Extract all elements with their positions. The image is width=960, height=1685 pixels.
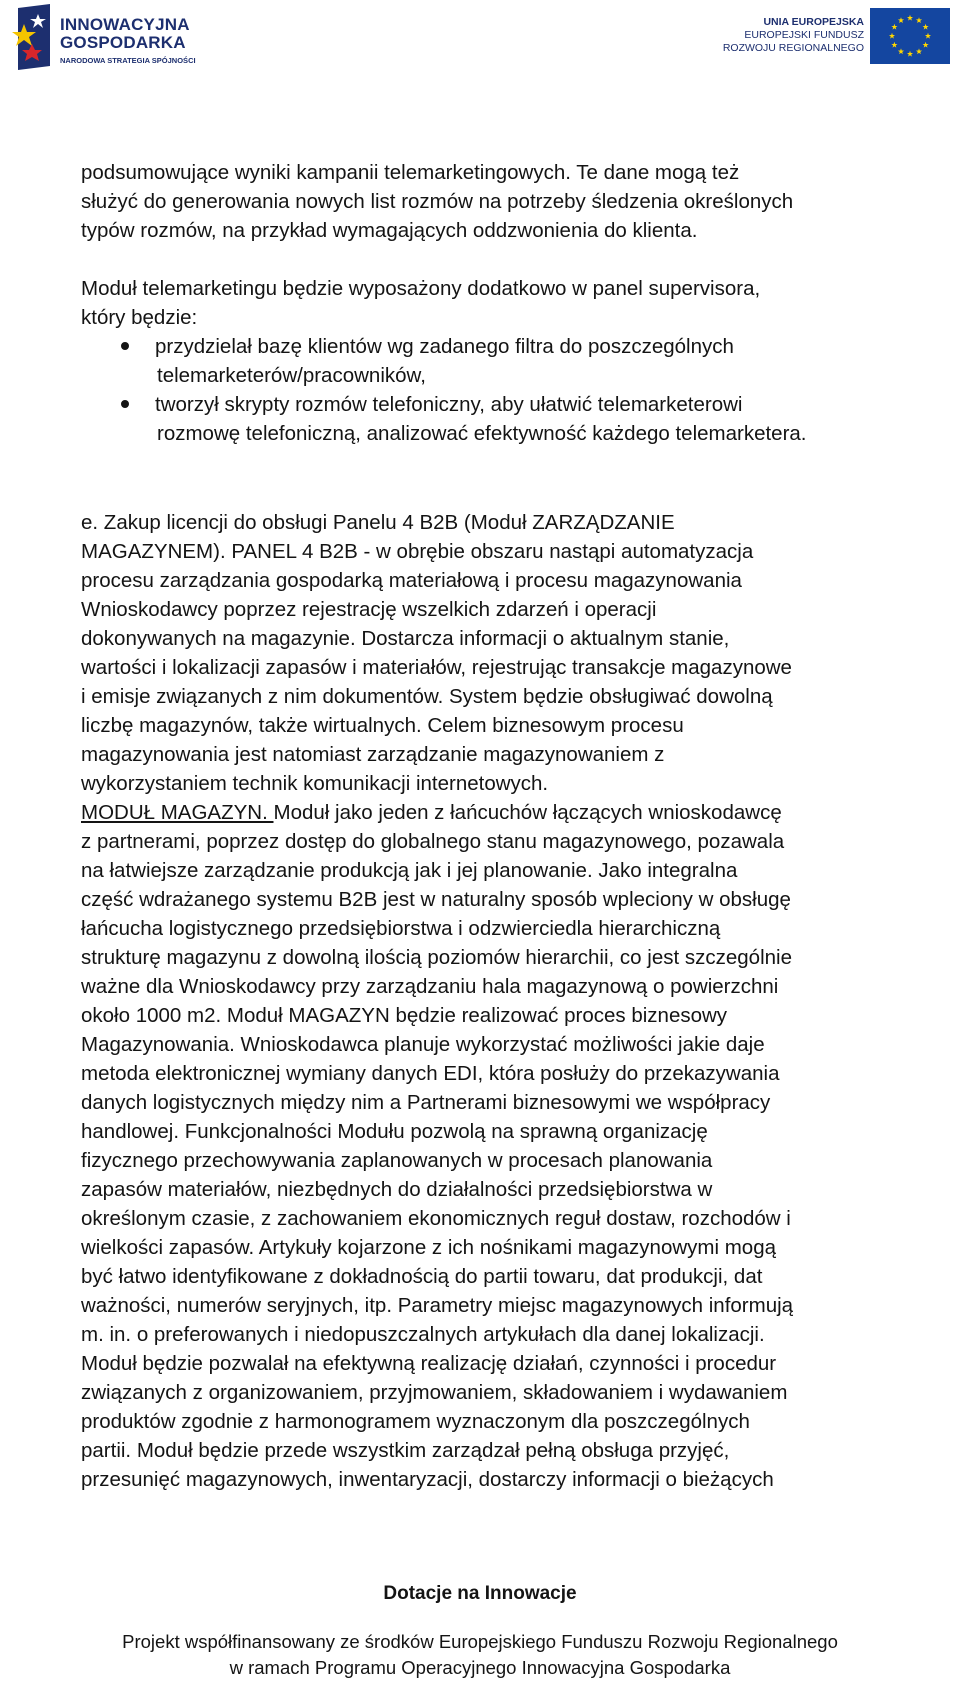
bullet-line: rozmowę telefoniczną, analizować efektywność każdego telemarketera. <box>157 422 807 445</box>
modul-magazyn-line: Moduł będzie pozwalał na efektywną realizację działań, czynności i procedur <box>81 1352 777 1375</box>
eu-logo-line-1: UNIA EUROPEJSKA <box>763 16 864 28</box>
eu-logo-line-3: ROZWOJU REGIONALNEGO <box>722 42 864 54</box>
footer-title: Dotacje na Innowacje <box>383 1583 577 1604</box>
bullet-line: tworzył skrypty rozmów telefoniczny, aby ułatwić telemarketerowi <box>155 393 743 416</box>
logo-line-1: INNOWACYJNA <box>60 15 190 34</box>
innowacyjna-gospodarka-mark-icon <box>10 4 56 70</box>
paragraph-supervisor-panel <box>81 274 960 332</box>
intro-line: służyć do generowania nowych list rozmów na potrzeby śledzenia określonych <box>81 190 794 213</box>
bullet-dot-icon <box>121 400 129 408</box>
modul-magazyn-line: łańcucha logistycznego przedsiębiorstwa i odzwierciedla hierarchiczną <box>81 917 721 940</box>
eu-flag-icon <box>870 8 950 64</box>
modul-magazyn-line <box>81 798 960 827</box>
supervisor-line: który będzie: <box>81 306 198 329</box>
modul-magazyn-first-line: Moduł jako jeden z łańcuchów łączących wnioskodawcę <box>273 801 782 824</box>
item-e-line: liczbę magazynów, także wirtualnych. Celem biznesowym procesu <box>81 714 684 737</box>
footer-line-2: w ramach Programu Operacyjnego Innowacyjna Gospodarka <box>229 1657 731 1678</box>
modul-magazyn-line: ważności, numerów seryjnych, itp. Parametry miejsc magazynowych informują <box>81 1294 794 1317</box>
modul-magazyn-line: określonym czasie, z zachowaniem ekonomicznych reguł dostaw, rozchodów i <box>81 1207 791 1230</box>
modul-magazyn-line: m. in. o preferowanych i niedopuszczalnych artykułach dla danej lokalizacji. <box>81 1323 765 1346</box>
modul-magazyn-line: około 1000 m2. Moduł MAGAZYN będzie realizować proces biznesowy <box>81 1004 728 1027</box>
logo-tagline: NARODOWA STRATEGIA SPÓJNOŚCI <box>60 56 196 65</box>
bullet-item <box>81 332 960 390</box>
modul-magazyn-line: na łatwiejsze zarządzanie produkcją jak i jej planowanie. Jako integralna <box>81 859 738 882</box>
modul-magazyn-line: być łatwo identyfikowane z dokładnością do partii towaru, dat produkcji, dat <box>81 1265 763 1288</box>
item-e-line: dokonywanych na magazynie. Dostarcza informacji o aktualnym stanie, <box>81 627 730 650</box>
eu-logo <box>720 8 950 64</box>
modul-magazyn-line: zapasów materiałów, niezbędnych do działalności przedsiębiorstwa w <box>81 1178 713 1201</box>
logo-line-2: GOSPODARKA <box>60 33 186 52</box>
modul-magazyn-line: część wdrażanego systemu B2B jest w naturalny sposób wpleciony w obsługę <box>81 888 791 911</box>
logo-wordmark <box>60 16 190 52</box>
paragraph-modul-magazyn <box>81 827 960 1494</box>
modul-magazyn-line: metoda elektronicznej wymiany danych EDI, która posłuży do przekazywania <box>81 1062 780 1085</box>
paragraph-intro <box>81 158 960 245</box>
modul-magazyn-line: ważne dla Wnioskodawcy przy zarządzaniu hala magazynową o powierzchni <box>81 975 779 998</box>
modul-magazyn-line: danych logistycznych między nim a Partnerami biznesowymi we współpracy <box>81 1091 771 1114</box>
modul-magazyn-line: produktów zgodnie z harmonogramem wyznaczonym dla poszczególnych <box>81 1410 750 1433</box>
intro-line: typów rozmów, na przykład wymagających oddzwonienia do klienta. <box>81 219 698 242</box>
eu-logo-text <box>723 16 864 55</box>
item-e-line: procesu zarządzania gospodarką materiałową i procesu magazynowania <box>81 569 742 592</box>
modul-magazyn-line: handlowej. Funkcjonalności Modułu pozwolą na sprawną organizację <box>81 1120 708 1143</box>
item-e-line: i emisje związanych z nim dokumentów. System będzie obsługiwać dowolną <box>81 685 773 708</box>
item-e-line: magazynowania jest natomiast zarządzanie magazynowaniem z <box>81 743 665 766</box>
supervisor-line: Moduł telemarketingu będzie wyposażony dodatkowo w panel supervisora, <box>81 277 761 300</box>
modul-magazyn-line: z partnerami, poprzez dostęp do globalnego stanu magazynowego, pozawala <box>81 830 785 853</box>
paragraph-item-e <box>81 508 960 798</box>
item-e-line: wartości i lokalizacji zapasów i materiałów, rejestrując transakcje magazynowe <box>81 656 792 679</box>
innowacyjna-gospodarka-logo <box>10 4 210 70</box>
bullet-item <box>81 390 960 448</box>
modul-magazyn-line: przesunięć magazynowych, inwentaryzacji, dostarczy informacji o bieżących <box>81 1468 774 1491</box>
footer-line-1: Projekt współfinansowany ze środków Europejskiego Funduszu Rozwoju Regionalnego <box>122 1631 838 1652</box>
bullet-line: telemarketerów/pracowników, <box>157 364 426 387</box>
item-e-line: Wnioskodawcy poprzez rejestrację wszelkich zdarzeń i operacji <box>81 598 657 621</box>
item-e-line: e. Zakup licencji do obsługi Panelu 4 B2B (Moduł ZARZĄDZANIE <box>81 511 675 534</box>
modul-magazyn-line: związanych z organizowaniem, przyjmowaniem, składowaniem i wydawaniem <box>81 1381 788 1404</box>
bullet-dot-icon <box>121 342 129 350</box>
item-e-line: MAGAZYNEM). PANEL 4 B2B - w obrębie obszaru nastąpi automatyzacja <box>81 540 754 563</box>
intro-line: podsumowujące wyniki kampanii telemarketingowych. Te dane mogą też <box>81 161 740 184</box>
modul-magazyn-line: fizycznego przechowywania zaplanowanych w procesach planowania <box>81 1149 713 1172</box>
modul-magazyn-line: partii. Moduł będzie przede wszystkim zarządzał pełną obsługa przyjęć, <box>81 1439 730 1462</box>
item-e-line: wykorzystaniem technik komunikacji internetowych. <box>81 772 549 795</box>
eu-logo-line-2: EUROPEJSKI FUNDUSZ <box>744 29 864 41</box>
bullet-line: przydzielał bazę klientów wg zadanego filtra do poszczególnych <box>155 335 734 358</box>
bullet-list <box>81 332 960 448</box>
modul-magazyn-heading: MODUŁ MAGAZYN. <box>81 801 274 824</box>
modul-magazyn-line: strukturę magazynu z dowolną ilością poziomów hierarchii, co jest szczególnie <box>81 946 792 969</box>
modul-magazyn-line: wielkości zapasów. Artykuły kojarzone z ich nośnikami magazynowymi mogą <box>81 1236 777 1259</box>
modul-magazyn-line: Magazynowania. Wnioskodawca planuje wykorzystać możliwości jakie daje <box>81 1033 765 1056</box>
